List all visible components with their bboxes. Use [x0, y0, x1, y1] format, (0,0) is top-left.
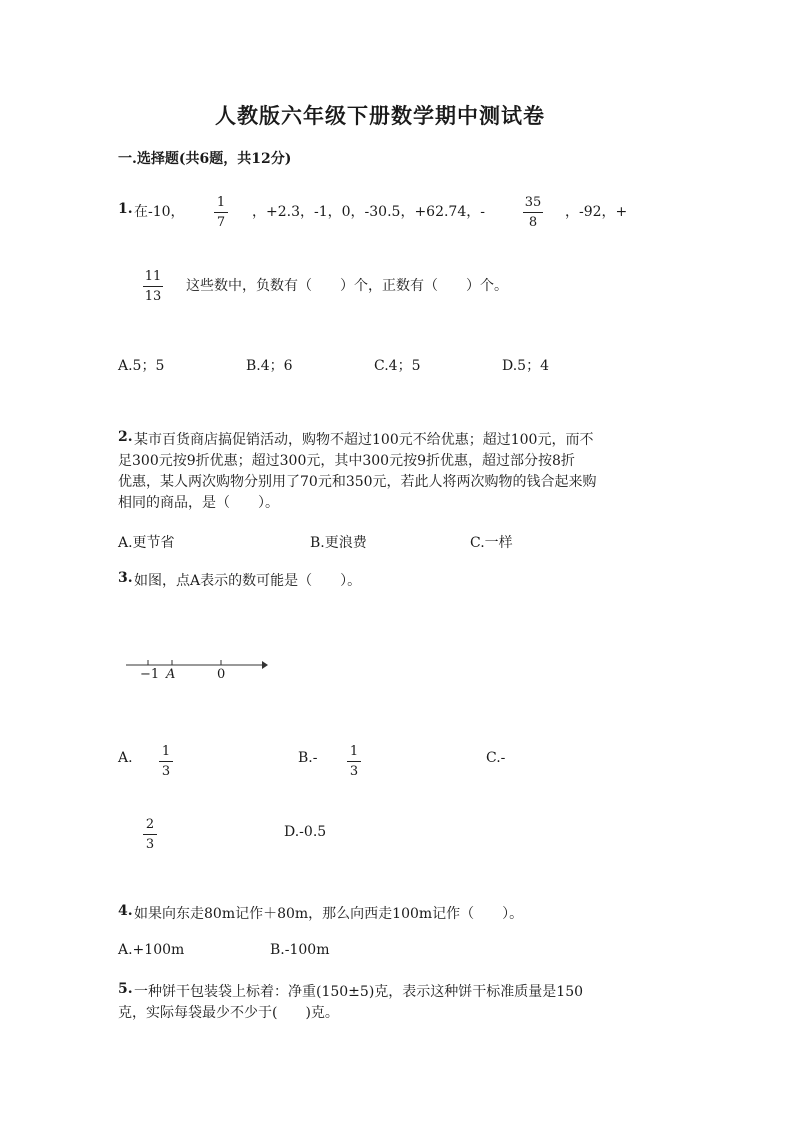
section-heading: 一.选择题(共6题，共12分)	[118, 151, 292, 167]
question-text: 如图，点A表示的数可能是（ ）。	[134, 573, 362, 589]
question-text: ，-92，+	[565, 204, 628, 220]
question-text: 某市百货商店搞促销活动，购物不超过100元不给优惠；超过100元，而不	[134, 432, 594, 448]
arrow-icon	[262, 661, 268, 669]
question-number: 3.	[118, 570, 133, 586]
page-title: 人教版六年级下册数学期中测试卷	[215, 103, 545, 128]
option-a[interactable]: A.	[118, 750, 133, 766]
question-text: 克，实际每袋最少不少于( )克。	[118, 1005, 339, 1021]
question-text: 如果向东走80m记作＋80m，那么向西走100m记作（ ）。	[134, 906, 524, 922]
question-text: 一种饼干包装袋上标着：净重(150±5)克，表示这种饼干标准质量是150	[134, 984, 584, 1000]
question-text: 这些数中，负数有（ ）个，正数有（ ）个。	[186, 278, 508, 294]
option-a[interactable]: A.更节省	[118, 535, 175, 551]
question-text: 优惠，某人两次购物分别用了70元和350元，若此人将两次购物的钱合起来购	[118, 474, 597, 490]
label-neg1: −1	[140, 667, 160, 682]
option-c[interactable]: C.一样	[470, 535, 513, 551]
option-a[interactable]: A.5；5	[118, 358, 165, 374]
question-number: 5.	[118, 981, 133, 997]
option-d[interactable]: D.-0.5	[284, 824, 327, 840]
question-text: 相同的商品，是（ ）。	[118, 495, 279, 511]
label-zero: 0	[217, 667, 226, 682]
option-c[interactable]: C.4；5	[374, 358, 421, 374]
fraction: 2 3	[143, 818, 157, 851]
fraction: 1 3	[347, 745, 361, 778]
option-a[interactable]: A.+100m	[118, 942, 185, 958]
fraction: 1 3	[159, 745, 173, 778]
fraction: 11 13	[144, 269, 162, 304]
question-number: 4.	[118, 903, 133, 919]
fraction: 1 7	[214, 196, 228, 229]
question-number: 2.	[118, 429, 133, 445]
question-text: 在-10，	[134, 204, 185, 220]
option-d[interactable]: D.5；4	[502, 358, 549, 374]
label-point-a: A	[166, 667, 176, 682]
question-number: 1.	[118, 201, 133, 217]
option-b[interactable]: B.更浪费	[310, 535, 367, 551]
option-b[interactable]: B.4；6	[246, 358, 293, 374]
option-b[interactable]: B.-100m	[270, 942, 330, 958]
question-text: ，+2.3，-1，0，-30.5，+62.74，-	[252, 204, 485, 220]
option-b[interactable]: B.-	[298, 750, 318, 766]
question-text: 足300元按9折优惠；超过300元，其中300元按9折优惠，超过部分按8折	[118, 453, 575, 469]
option-c[interactable]: C.-	[486, 750, 506, 766]
fraction: 35 8	[524, 195, 542, 230]
